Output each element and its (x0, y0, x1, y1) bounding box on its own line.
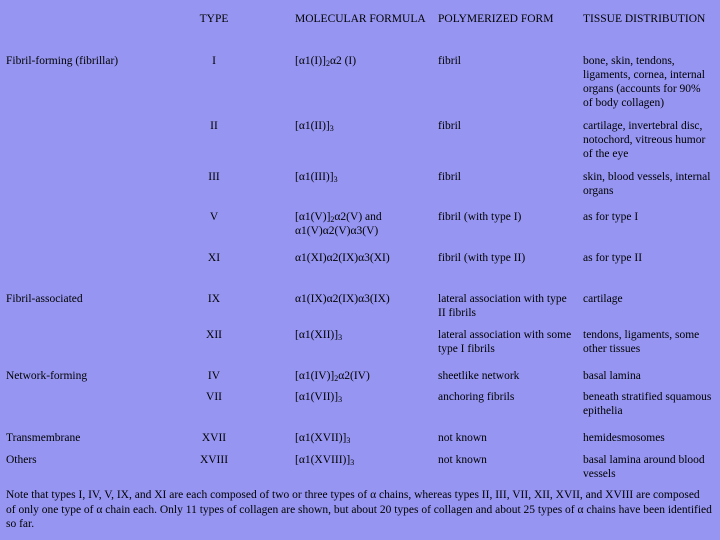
header-polymerized-form: POLYMERIZED FORM (438, 13, 554, 25)
row-type: V (209, 211, 219, 223)
row-polymerized-form: anchoring fibrils (438, 391, 515, 403)
row-polymerized-form: fibril (with type I) (438, 211, 522, 223)
row-type: I (212, 55, 216, 67)
header-molecular-formula: MOLECULAR FORMULA (295, 13, 426, 25)
row-polymerized-form: fibril (438, 55, 461, 67)
row-molecular-formula: $[\alpha 1(VII)]_3$ (295, 391, 343, 404)
row-type: IV (207, 370, 221, 382)
row-type: IX (207, 293, 221, 305)
row-category: Fibril-forming (fibrillar) (6, 55, 119, 67)
row-tissue-distribution: as for type II (583, 252, 643, 264)
row-tissue-distribution: tendons, ligaments, some other tissues (583, 329, 700, 355)
row-tissue-distribution: cartilage (583, 293, 623, 305)
row-molecular-formula: α1(IX)α2(IX)α3(IX) (295, 293, 390, 305)
row-molecular-formula: $[\alpha 1(XVII)]_3$ (295, 432, 351, 445)
row-tissue-distribution: bone, skin, tendons, ligaments, cornea, internal organs (accounts for 90% of body collagen) (583, 55, 705, 109)
row-tissue-distribution: cartilage, invertebral disc, notochord, vitreous humor of the eye (583, 120, 706, 160)
row-type: XVII (201, 432, 227, 444)
row-molecular-formula: $[\alpha 1(II)]_3$ (295, 120, 334, 133)
row-tissue-distribution: basal lamina (583, 370, 641, 382)
row-molecular-formula: $[\alpha 1(III)]_3$ (295, 171, 338, 184)
header-type: TYPE (199, 13, 229, 25)
row-type: VII (206, 391, 222, 403)
row-category: Fibril-associated (6, 293, 83, 305)
footnote: Note that types I, IV, V, IX, and XI are each composed of two or three types of α chains, whereas types II, III, VII, XII, XVII, and XVIII are composed of only one type of α chain each. Only 11 types of collagen are shown, but about 20 types of collagen and about 25 types of α chains have been identified so far. (6, 489, 712, 530)
row-tissue-distribution: basal lamina around blood vessels (583, 454, 705, 480)
row-tissue-distribution: as for type I (583, 211, 639, 223)
row-category: Transmembrane (6, 432, 81, 444)
row-molecular-formula: $[\alpha 1(I)]_2\alpha 2$ (I) (295, 55, 357, 68)
row-polymerized-form: fibril (438, 171, 461, 183)
row-polymerized-form: not known (438, 454, 487, 466)
row-molecular-formula: $[\alpha 1(V)]_2\alpha 2(V)$ and α1(V)α2(V)α3(V) (295, 211, 382, 237)
row-polymerized-form: sheetlike network (438, 370, 520, 382)
row-molecular-formula: $[\alpha 1(IV)]_2\alpha 2(IV)$ (295, 370, 370, 383)
row-molecular-formula: $[\alpha 1(XII)]_3$ (295, 329, 343, 342)
row-tissue-distribution: beneath stratified squamous epithelia (583, 391, 712, 417)
row-molecular-formula: α1(XI)α2(IX)α3(XI) (295, 252, 390, 264)
row-polymerized-form: lateral association with some type I fibrils (438, 329, 572, 355)
row-type: XII (206, 329, 222, 341)
row-category: Others (6, 454, 37, 466)
row-type: XVIII (199, 454, 229, 466)
row-polymerized-form: fibril (with type II) (438, 252, 526, 264)
row-type: XI (207, 252, 221, 264)
row-polymerized-form: lateral association with type II fibrils (438, 293, 567, 319)
row-tissue-distribution: skin, blood vessels, internal organs (583, 171, 711, 197)
row-type: II (210, 120, 218, 132)
row-polymerized-form: not known (438, 432, 487, 444)
header-tissue-distribution: TISSUE DISTRIBUTION (583, 13, 706, 25)
row-category: Network-forming (6, 370, 88, 382)
row-tissue-distribution: hemidesmosomes (583, 432, 665, 444)
row-molecular-formula: $[\alpha 1(XVIII)]_3$ (295, 454, 355, 467)
row-polymerized-form: fibril (438, 120, 461, 132)
row-type: III (208, 171, 220, 183)
